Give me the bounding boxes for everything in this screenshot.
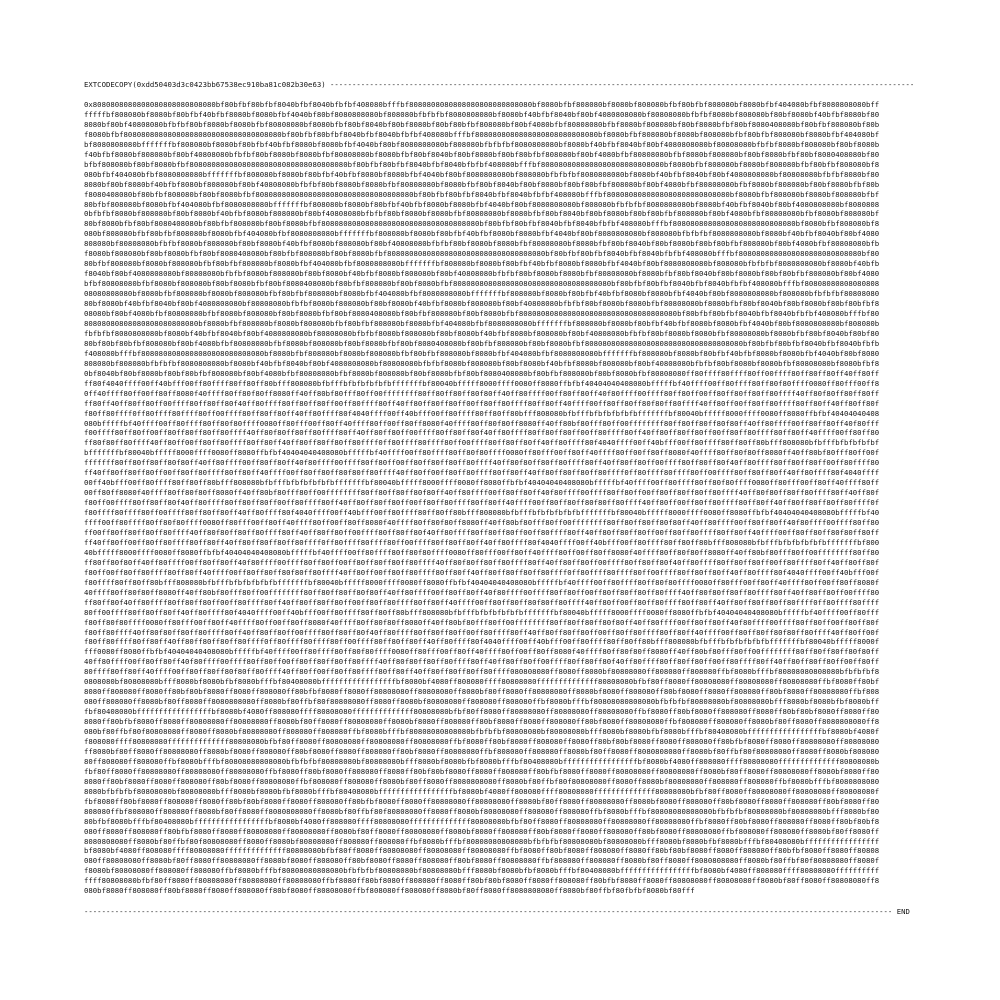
end-label: END [892, 907, 910, 917]
terminal-output [84, 80, 914, 917]
footer-line [84, 907, 914, 917]
header-line [84, 80, 914, 90]
footer-rule: ---------------------------------------------------------------------------------------------------------------------------------------------------------------------------------------- [84, 907, 893, 917]
hex-dump: 0x8080808080808080808080808080bf80bfbf80bfbf8040bfbf8040bfbfbf408080bfffbf8080808080808080808080808080bf8080bfbf808080bf8080bf808080bfbf80bfbf808080bf8080bfbf404080bfbf8080808080bfffffffbf808080bf8080bf80bfbf40bfbf8080bf8080bfbf4040bf80bf8080808080bf808080bfbfbfbf8080808080bf8080bf40bfbf8040bf80bf4080808080bf80808080bfbfbf8080bf808080bf80bf8080bf40bfbf8080bf808080bf80bf40808080bfbfbf80bf8080bf8080bfbf80808080bf8080bfbf80bf8040bf80bf8080bf80bf80bfbf808080bf80bf4080bfbf80808080bfbf8080bf808080bf80bf8080bfbf80bf8080408080bf80bfbf808080bf80bf8080bfbf808080808080808080808080808080808080bf80bfbf80bfbf8040bfbf8040bfbfbf408080bfffbf8080808080808080808080808080bf8080bfbf808080bf8080bf808080bfbf80bfbf808080bf8080bfbf404080bfbf8080808080bfffffffbf808080bf8080bf80bfbf40bfbf8080bf8080bfbf4040bf80bf8080808080bf808080bfbfbfbf8080808080bf8080bf40bfbf8040bf80bf4080808080bf80808080bfbfbf8080bf808080bf80bf8080bf40bfbf8080bf808080bf80bf40808080bfbfbf80bf8080bf8080bfbf80808080bf8080bfbf80bf8040bf80bf8080bf80bf80bfbf808080bf80bf4080bfbf80808080bfbf8080bf808080bf80bf8080bfbf80bf8080408080bf80bfbf808080bf80bf8080bfbf808080808080808080808080808080808080bf80bfbf80bfbf8040bfbf8040bfbfbf408080bfffbf8080808080808080808080808080bf8080bfbf808080bf8080bf808080bfbf80bfbf808080bf8080bfbf404080bfbf8080808080bfffffffbf808080bf8080bf80bfbf40bfbf8080bf8080bfbf4040bf80bf8080808080bf808080bfbfbfbf8080808080bf8080bf40bfbf8040bf80bf4080808080bf80808080bfbfbf8080bf808080bf80bf8080bf40bfbf8080bf808080bf80bf40808080bfbfbf80bf8080bf8080bfbf80808080bf8080bfbf80bf8040bf80bf8080bf80bf80bfbf808080bf80bf4080bfbf80808080bfbf8080bf808080bf80bf8080bfbf80bf8080408080bf80bfbf808080bf80bf8080bfbf808080808080808080808080808080808080bf80bfbf80bfbf8040bfbf8040bfbfbf408080bfffbf8080808080808080808080808080bf8080bfbf808080bf8080bf808080bfbf80bfbf808080bf8080bfbf404080bfbf8080808080bfffffffbf808080bf8080bf80bfbf40bfbf8080bf8080bfbf4040bf80bf8080808080bf808080bfbfbfbf8080808080bf8080bf40bfbf8040bf80bf4080808080bf80808080bfbfbf8080bf808080bf80bf8080bf40bfbf8080bf808080bf80bf40808080bfbfbf80bf8080bf8080bfbf80808080bf8080bfbf80bf8040bf80bf8080bf80bf80bfbf808080bf80bf4080bfbf80808080bfbf8080bf808080bf80bf8080bfbf80bf8080408080bf80bfbf808080bf80bf8080bfbf808080808080808080808080808080808080bf80bfbf80bfbf8040bfbf8040bfbfbf408080bfffbf8080808080808080808080808080bf8080bfbf808080bf8080bf808080bfbf80bfbf808080bf8080bfbf404080bfbf8080808080bfffffffbf808080bf8080bf80bfbf40bfbf8080bf8080bfbf4040bf80bf8080808080bf808080bfbfbfbf8080808080bf8080bf40bfbf8040bf80bf4080808080bf80808080bfbfbf8080bf808080bf80bf8080bf40bfbf8080bf808080bf80bf40808080bfbfbf80bf8080bf8080bfbf80808080bf8080bfbf80bf8040bf80bf8080bf80bf80bfbf808080bf80bf4080bfbf80808080bfbf8080bf808080bf80bf8080bfbf80bf8080408080bf80bfbf808080bf80bf8080bfbf808080808080808080808080808080808080bf80bfbf80bfbf8040bfbf8040bfbfbf408080bfffbf8080808080808080808080808080bf8080bfbf808080bf8080bf808080bfbf80bfbf808080bf8080bfbf404080bfbf8080808080bfffffffbf808080bf8080bf80bfbf40bfbf8080bf8080bfbf4040bf80bf8080808080bf808080bfbfbfbf8080808080bf8080bf40bfbf8040bf80bf4080808080bf80808080bfbfbf8080bf808080bf80bf8080bf40bfbf8080bf808080bf80bf40808080bfbfbf80bf8080bf8080bfbf80808080bf8080bfbf80bf8040bf80bf8080bf80bf80bfbf808080bf80bf4080bfbf80808080bfbf8080bf808080bf80bf8080bfbf80bf8080408080bf80bfbf808080bf80bf8080bfbf808080808080808080808080808080808080bf80bfbf80bfbf8040bfbf8040bfbfbf408080bfffbf8080808080808080808080808080bf8080bfbf808080bf8080bf808080bfbf80bfbf808080bf8080bfbf404080bfbf8080808080bfffffffbf808080bf8080bf80bfbf40bfbf8080bf8080bfbf4040bf80bf8080808080bf808080bfbfbfbf8080808080bf8080bf40bfbf8040bf80bf4080808080bf80808080bfbfbf8080bf808080bf80bf8080bf40bfbf8080bf808080bf80bf40808080bfbfbf80bf8080bf8080bfbf80808080bf8080bfbf80bf8040bf80bf8080bf80bf80bfbf808080bf80bf4080bfbf80808080bfbf8080bf808080bf80bf8080bfbf80bf8080408080bf80bfbf808080bf80bf8080bfbf808080808080808080808080808080808080bf80bfbf80bfbf8040bfbf8040bfbfbf408080bfffbf8080808080808080808080808080bf8080bfbf808080bf8080bf808080bfbf80bfbf808080bf8080bfbf404080bfbf8080808080bfffffffbf808080bf8080bf80bfbf40bfbf8080bf8080bfbf4040bf80bf8080808080bf808080bfbfbfbf8080808080bf8080bf40bfbf8040bf80bf4080808080bf80808080bfbfbf8080bf808080bf80bf8080bf40bfbf8080bf808080bf80bf40808080bfbfbf80bf8080bf8080bfbf80808080bf8080bfbf80bf8040bf80bf8080bf80bf80bfbf808080bf80bf4080bfbf80808080bfbf8080bf808080bf80bf8080bfbf80bf8080408080bf80bfbf808080bf80bf8080bfbf808080808080808080808080808080808080bf80bfbf80bfbf8040bfbf8040bfbfbf408080bfffbf8080808080808080808080808080bf8080bfbf808080bf8080bf808080bfbf80bfbf808080bf8080bfbf404080bfbf8080808080bfffffffbf808080bf8080bf80bfbf40bfbf8080bf8080bfbf4040bf80bf8080808080bf808080bfbfbfbf8080808080bf8080bf40bfbf8040bf80bf4080808080bf80808080bfbfbf8080bf808080bf80bf8080bf40bfbf8080bf808080bf80bf40808080bfbfbf80bf8080bf8080bfbf80808080bf8080bfbf80bf8040bf80bf8080bf80bf80bfbf808080bf80bf4080bfbf80808080bfbf8080bf808080bf80bf8080bfbf80bf8080408080bf80bfbf808080bf80bf8080bfbf80808080ff80ffff80ffff80ff00ffff80ff80ff80ff40ff80ffff80f4040ffff00ff40bfff00ff80ffff80ff80ff80bfff808080bfbfffbfbfbfbfbfbfffffffbf80040bfffff8000ffff0080ff8080ffbfbf40404040408080bfffffbf40ffff00ff80ffff80ff80f80ffff0080ff80fff00ff80ff40ffff80ff00ff80ff8080f40ffff80ff80f80ff8080ff40ff80bf80fff80ff00ffffffff80ff80ff80ff80f80ff40ff80ffff00ff80ff80ff40f80ffff00ffff80ff80ff00ff80ff80ff80ff80ffff40ff80f80ff80ff80ffff80ff40ff80ff80ff00ffff80ff80ff80f40ff80ffff80ff80ff80ff00ff80ffff80ff40ff80ff80ff80ff00ff80ff80ffff80ff80ff40ffff00ff80ff80ff80f80ff80ffff40ff80ff00ff80ff80ffff80ff80ff40ff80ff80ff80ff80ffff0ff80ffff80ffff80ff00ffff80ff80ff80ff40ff80ffff80f4040ffff00ff40bfff00ff80ffff80ff80ff80bfff808080bfbfffbfbfbfbfbfbfffffffbf80040bfffff8000ffff0080ff8080ffbfbf40404040408080bfffffbf40ffff00ff80ffff80ff80f80ffff0080ff80fff00ff80ff40ffff80ff00ff80ff8080f40ffff80ff80f80ff8080ff40ff80bf80fff80ff00ffffffff80ff80ff80ff80f80ff40ff80ffff00ff80ff80ff40f80ffff00ffff80ff80ff00ff80ff80ff80ff80ffff40ff80f80ff80ff80ffff80ff40ff80ff80ff00ffff80ff80ff80f40ff80ffff80ff80ff80ff00ff80ffff80ff40ff80ff80ff80ff00ff80ff80ffff80ff80ff40ffff00ff80ff80ff80f80ff80ffff40ff80ff00ff80ff80ffff80ff80ff40ff80ff80ff80ff80ffff0ff80ffff80ffff80ff00ffff80ff80ff80ff40ff80ffff80f4040ffff00ff40bfff00ff80ffff80ff80ff80bfff808080bfbfffbfbfbfbfbfbfffffffbf80040bfffff8000ffff0080ff8080ffbfbf40404040408080bfffffbf40ffff00ff80ffff80ff80f80ffff0080ff80fff00ff80ff40ffff80ff00ff80ff8080f40ffff80ff80f80ff8080ff40ff80bf80fff80ff00ffffffff80ff80ff80ff80f80ff40ff80ffff00ff80ff80ff40f80ffff00ffff80ff80ff00ff80ff80ff80ff80ffff40ff80f80ff80ff80ffff80ff40ff80ff80ff00ffff80ff80ff80f40ff80ffff80ff80ff80ff00ff80ffff80ff40ff80ff80ff80ff00ff80ff80ffff80ff80ff40ffff00ff80ff80ff80f80ff80ffff40ff80ff00ff80ff80ffff80ff80ff40ff80ff80ff80ff80ffff0ff80ffff80ffff80ff00ffff80ff80ff80ff40ff80ffff80f4040ffff00ff40bfff00ff80ffff80ff80ff80bfff808080bfbfffbfbfbfbfbfbfffffffbf80040bfffff8000ffff0080ff8080ffbfbf40404040408080bfffffbf40ffff00ff80ffff80ff80f80ffff0080ff80fff00ff80ff40ffff80ff00ff80ff8080f40ffff80ff80f80ff8080ff40ff80bf80fff80ff00ffffffff80ff80ff80ff80f80ff40ff80ffff00ff80ff80ff40f80ffff00ffff80ff80ff00ff80ff80ff80ff80ffff40ff80f80ff80ff80ffff80ff40ff80ff80ff00ffff80ff80ff80f40ff80ffff80ff80ff80ff00ff80ffff80ff40ff80ff80ff80ff00ff80ff80ffff80ff80ff40ffff00ff80ff80ff80f80ff80ffff40ff80ff00ff80ff80ffff80ff80ff40ff80ff80ff80ff80ffff0ff80ffff80ffff80ff00ffff80ff80ff80ff40ff80ffff80f4040ffff00ff40bfff00ff80ffff80ff80ff80bfff808080bfbfffbfbfbfbfbfbfffffffbf80040bfffff8000ffff0080ff8080ffbfbf40404040408080bfffffbf40ffff00ff80ffff80ff80f80ffff0080ff80fff00ff80ff40ffff80ff00ff80ff8080f40ffff80ff80f80ff8080ff40ff80bf80fff80ff00ffffffff80ff80ff80ff80f80ff40ff80ffff00ff80ff80ff40f80ffff00ffff80ff80ff00ff80ff80ff80ff80ffff40ff80f80ff80ff80ffff80ff40ff80ff80ff00ffff80ff80ff80f40ff80ffff80ff80ff80ff00ff80ffff80ff40ff80ff80ff80ff00ff80ff80ffff80ff80ff40ffff00ff80ff80ff80f80ff80ffff40ff80ff00ff80ff80ffff80ff80ff40ff80ff80ff80ff80ffff0ff80ffff80ffff80ff00ffff80ff80ff80ff40ff80ffff80f4040ffff00ff40bfff00ff80ffff80ff80ff80bfff808080bfbfffbfbfbfbfbfbfffffffbf80040bfffff8000ffff0080ff8080ffbfbf40404040408080bfffffbf40ffff00ff80ffff80ff80f80ffff0080ff80fff00ff80ff40ffff80ff00ff80ff8080f40ffff80ff80f80ff8080ff40ff80bf80fff80ff00ffffffff80ff80ff80ff80f80ff40ff80ffff00ff80ff80ff40f80ffff00ffff80ff80ff00ff80ff80ff80ff80ffff40ff80f80ff80ff80ffff80ff40ff80ff80ff00ffff80ff80ff80f40ff80ffff80ff80ff80ff00ff80ffff80ff40ff80ff80ff80ff00ff80ff80ffff80ff80ff40ffff00ff80ff80ff80f80ff80ffff40ff80ff00ff80ff80ffff80ff80ff40ff80ff80ff80ff80ffff0ff80ffff80ffff80ff00ffff80ff80ff80ff40ff80ffff80f4040ffff00ff40bfff00ff80ffff80ff80ff80bfff808080bfbfffbfbfbfbfbfbfffffffbf80040bfffff8000ffff0080ff8080ffbfbf40404040408080bfffffbf40ffff00ff80ffff80ff80f80ffff0080ff80fff00ff80ff40ffff80ff00ff80ff8080f40ffff80ff80f80ff8080ff40ff80bf80fff80ff00ffffffff80ff80ff80ff80f80ff40ff80ffff00ff80ff80ff40f80ffff00ffff80ff80ff00ff80ff80ff80ff80ffff40ff80f80ff80ff80ffff80ff40ff80ff80ff00ffff80ff80ff80f40ff80ffff80ff80ff80ff00ff80ffff80ff40ff80ff80ff80ff00ff80ff80ffff80ff80ff40ffff00ff80ff80ff80f80ff80ffff40ff80ff00ff80ff80ffff80ff80ff40ff80ff80ff80ff80ffff0ff80ffff80ffff80ff00ffff80ff80ff80ff40ff80ffff80f4040ffff00ff40bfff00ff80ffff80ff80ff80bfff808080bfbfffbfbfbfbfbfbfffffffbf80040bfffff8000ffff0080ff8080ffbfbf40404040408080bfffffbf40ffff00ff80ffff80ff80f80ffff0080ff80fff00ff80ff40ffff80ff00ff80ff8080f40ffff80ff80f80ff8080ff40ff80bf80fff80ff00ffffffff80ff80ff80ff80f80ff40ff80ffff00ff80ff80ff40f80ffff00ffff80ff80ff00ff80ff80ff80ff80ffff40ff80f80ff80ff80ffff80ff40ff80ff80ff00ffff80ff80ff80f40ff80ffff80ff80ff80ff00ff80ffff80ff40ff80ff80ff80ff00ff80ff80ffff80ff80ff40ffff00ff80ff80ff80f80ff80ffff40ff80ff00ff80ff80ffff80ff80ff40ff80ff80ff80ff80ffff0ff80ffff80ffff80ff00ffff80ff80ff80ff40ff80ffff80f4040ffff00ff40bfff00ff80ffff80ff80ff80bfff808080bfbfffbfbfbfbfbfbfffffffbf80040bfffff8000ffff0080ff8080ffbfbf40404040408080bfffffbf40ffff00ff80ffff80ff80f80ffff0080ff80fff00ff80ff40ffff80ff00ff80ff8080f40ffff80ff80f80ff8080ff40ff80bf80fff80ff00ffffffff80ff80ff80ff80f80ff40ff80ffff00ff80ff80ff40f80ffff00ffff80ff80ff00ff80ff80ff80ff80ffff40ff80f80ff80ff80ffff80ff40ff80ff80ff00ffff80ff80ff80f40ff80ffff80ff80ff80ff00ff80ffff80ff40ff80ff80ff80ff00ff80ff80ffff80ff80ff40ffff00ff80ff80ff80f80ff80ffff40ff80ff00ff80ff80ffff80ff80ff40ff80ff80ff80ff80ffff080808080ff8080ff8080bf80808080ff808080ff808080ffbf8080bfffbf80808080808080bfbfbfbf80808080bf80808080bfff8080bf8080bfbf8080bfffbf80408080bfffffffffffffffffbf8080bf4080ff808080ffff80808080ffffffffffffff80808080bfbf80ff8080ff80808080ff80808080ff80808080ffbf8080ff80bf8080ff808080ff8080ff80bf80bf8080ff8080ff808080ff80bfbf8080ff8080ff80808080ff80808080ff8080bf80ff8080ff80808080ff8080bf8080ff808080ff80bf8080ff8080ff808080ff80bf8080ff80808080ffbf808080ff808080ff8080bf80ff8080ff8080808080ff8080bf80ffbf80f80808080ff8080ff8080bf80808080ff808080ff808080ffbf8080bfffbf80808080808080bfbfbfbf80808080bf80808080bfff8080bf8080bfbf8080bfffbf80408080bfffffffffffffffffbf8080bf4080ff808080ffff80808080ffffffffffffff80808080bfbf80ff8080ff80808080ff80808080ff80808080ffbf8080ff80bf8080ff808080ff8080ff80bf80bf8080ff8080ff808080ff80bfbf8080ff8080ff80808080ff80808080ff8080bf80ff8080ff80808080ff8080bf8080ff808080ff80bf8080ff8080ff808080ff80bf8080ff80808080ffbf808080ff808080ff8080bf80ff8080ff8080808080ff8080bf80ffbf80f80808080ff8080ff8080bf80808080ff808080ff808080ffbf8080bfffbf80808080808080bfbfbfbf80808080bf80808080bfff8080bf8080bfbf8080bfffbf80408080bfffffffffffffffffbf8080bf4080ff808080ffff80808080ffffffffffffff80808080bfbf80ff8080ff80808080ff80808080ff80808080ffbf8080ff80bf8080ff808080ff8080ff80bf80bf8080ff8080ff808080ff80bfbf8080ff8080ff80808080ff80808080ff8080bf80ff8080ff80808080ff8080bf8080ff808080ff80bf8080ff8080ff808080ff80bf8080ff80808080ffbf808080ff808080ff8080bf80ff8080ff8080808080ff8080bf80ffbf80f80808080ff8080ff8080bf80808080ff808080ff808080ffbf8080bfffbf80808080808080bfbfbfbf80808080bf80808080bfff8080bf8080bfbf8080bfffbf80408080bfffffffffffffffffbf8080bf4080ff808080ffff80808080ffffffffffffff80808080bfbf80ff8080ff80808080ff80808080ff80808080ffbf8080ff80bf8080ff808080ff8080ff80bf80bf8080ff8080ff808080ff80bfbf8080ff8080ff80808080ff80808080ff8080bf80ff8080ff80808080ff8080bf8080ff808080ff80bf8080ff8080ff808080ff80bf8080ff80808080ffbf808080ff808080ff8080bf80ff8080ff8080808080ff8080bf80ffbf80f80808080ff8080ff8080bf80808080ff808080ff808080ffbf8080bfffbf80808080808080bfbfbfbf80808080bf80808080bfff8080bf8080bfbf8080bfffbf80408080bfffffffffffffffffbf8080bf4080ff808080ffff80808080ffffffffffffff80808080bfbf80ff8080ff80808080ff80808080ff80808080ffbf8080ff80bf8080ff808080ff8080ff80bf80bf8080ff8080ff808080ff80bfbf8080ff8080ff80808080ff80808080ff8080bf80ff8080ff80808080ff8080bf8080ff808080ff80bf8080ff8080ff808080ff80bf8080ff80808080ffbf808080ff808080ff8080bf80ff8080ff8080808080ff8080bf80ffbf80f80808080ff8080ff8080bf80808080ff808080ff808080ffbf8080bfffbf80808080808080bfbfbfbf80808080bf80808080bfff8080bf8080bfbf8080bfffbf80408080bfffffffffffffffffbf8080bf4080ff808080ffff80808080ffffffffffffff80808080bfbf80ff8080ff80808080ff80808080ff80808080ffbf8080ff80bf8080ff808080ff8080ff80bf80bf8080ff8080ff808080ff80bfbf8080ff8080ff80808080ff80808080ff8080bf80ff8080ff80808080ff8080bf8080ff808080ff80bf8080ff8080ff808080ff80bf8080ff80808080ffbf808080ff808080ff8080bf80ff8080ff8080808080ff8080bf80ffbf80f80808080ff8080ff8080bf80808080ff808080ff808080ffbf8080bfffbf80808080808080bfbfbfbf80808080bf80808080bfff8080bf8080bfbf8080bfffbf80408080bfffffffffffffffffbf8080bf4080ff808080ffff80808080ffffffffffffff80808080bfbf80ff8080ff80808080ff80808080ff80808080ffbf8080ff80bf8080ff808080ff8080ff80bf80bf8080ff8080ff808080ff80bfbf8080ff8080ff80808080ff80808080ff8080bf80ff8080ff80808080ff8080bf8080ff808080ff80bf8080ff8080ff808080ff80bf8080ff80808080ffbf808080ff808080ff8080bf80ff8080ff8080808080ff8080bf80ffbf80f80808080ff8080ff8080bf80808080ff808080ff808080ffbf8080bfffbf80808080808080bfbfbfbf80808080bf80808080bfff8080bf8080bfbf8080bfffbf80408080bfffffffffffffffffbf8080bf4080ff808080ffff80808080ffffffffffffff80808080bfbf80ff8080ff80808080ff80808080ff80808080ffbf8080ff80bf8080ff808080ff8080ff80bf80bf8080ff8080ff808080ff80bfbf8080ff8080ff80808080ff80808080ff8080bf80ff8080ff80808080ff8080bf8080ff808080ff80bf8080ff8080ff808080ff80bf8080ff80808080ffbf808080ff808080ff8080bf80ff8080ff8080808080ff8080bf80ffbf80fbfbf8080bf80fff [84, 100, 880, 896]
opcode-title: EXTCODECOPY(0xdd50403d3c0423bb67538ec910ba81c082b30e63) [84, 80, 331, 89]
header-rule: ------------------------------------------------------------------------------------------------------------------------------------- [330, 80, 915, 89]
